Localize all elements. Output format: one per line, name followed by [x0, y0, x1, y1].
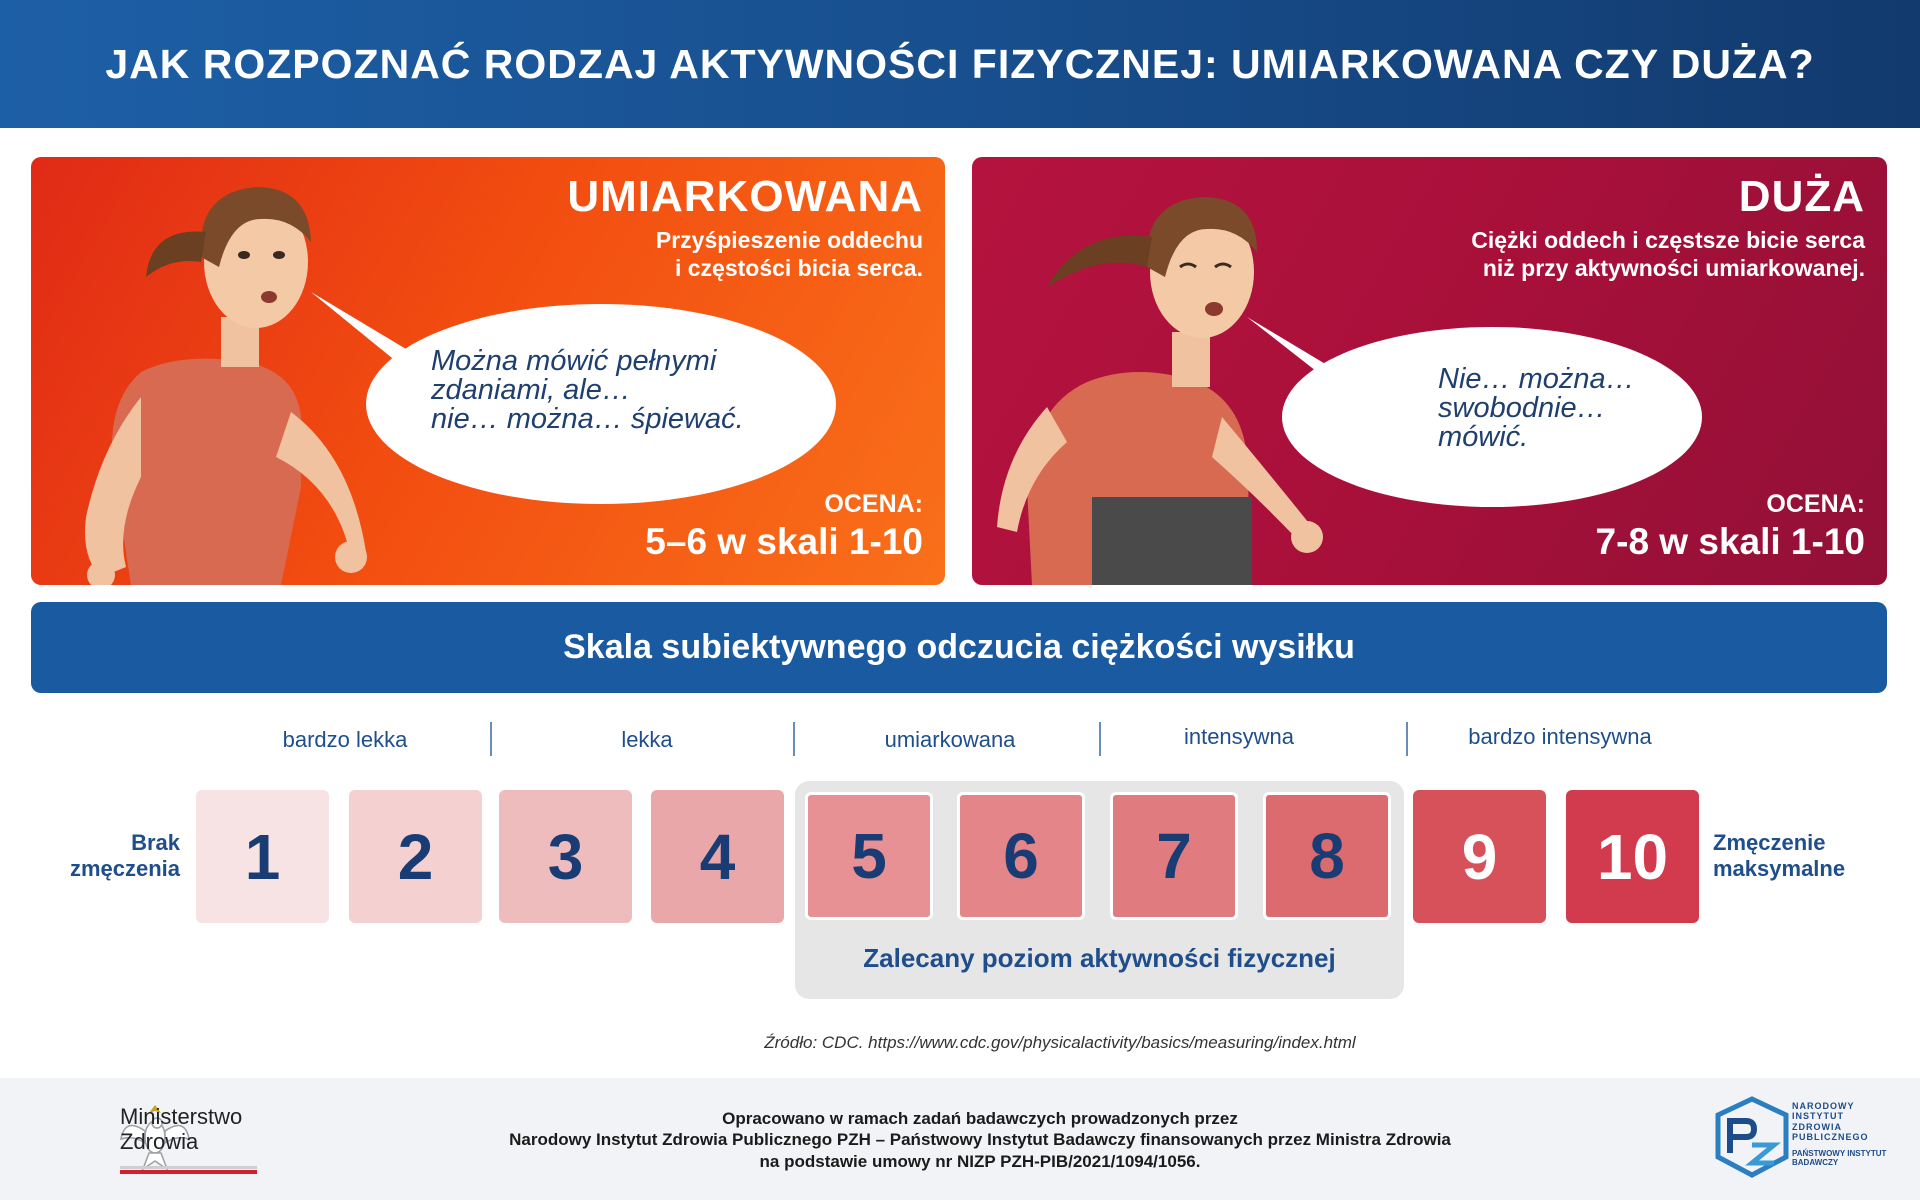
pzh-logo-icon — [1712, 1095, 1792, 1179]
min-label — [30, 830, 180, 883]
ministry-name-line: Zdrowia — [120, 1129, 199, 1155]
ministry-name-line: Ministerstwo — [120, 1104, 243, 1129]
page-title: JAK ROZPOZNAĆ RODZAJ AKTYWNOŚCI FIZYCZNEJ: UMIARKOWANA CZY DUŻA? — [105, 40, 1815, 87]
speech-line: nie… można… śpiewać. — [431, 403, 744, 435]
scale-level-1: 1 — [196, 790, 329, 923]
category-divider — [490, 722, 492, 756]
category-label: intensywna — [1183, 724, 1295, 749]
speech-line: Nie… można… — [1438, 363, 1635, 395]
scale-level-10: 10 — [1566, 790, 1699, 923]
scale-level-9: 9 — [1413, 790, 1546, 923]
scale-level-8: 8 — [1263, 792, 1391, 920]
pzh-text-line: NARODOWY — [1792, 1101, 1855, 1111]
recommended-label: Zalecany poziom aktywności fizycznej — [863, 943, 1336, 973]
panel-title: UMIARKOWANA — [567, 172, 923, 221]
panel-heading — [567, 173, 923, 283]
category-label: umiarkowana — [884, 727, 1016, 752]
category-label: lekka — [621, 727, 673, 752]
min-label-line: Brak — [131, 830, 180, 855]
panel-description — [1471, 227, 1865, 282]
score-block — [645, 490, 923, 563]
category-divider — [793, 722, 795, 756]
score-value: 7-8 w skali 1-10 — [1595, 521, 1865, 562]
footer-credits — [0, 1108, 1920, 1172]
panel-description — [567, 227, 923, 282]
score-label: OCENA: — [824, 490, 923, 518]
scale-level-6: 6 — [957, 792, 1085, 920]
score-label: OCENA: — [1766, 490, 1865, 518]
header-banner — [0, 0, 1920, 128]
scale-title: Skala subiektywnego odczucia ciężkości wysiłku — [563, 628, 1355, 666]
speech-text — [431, 347, 744, 434]
speech-line: swobodnie… — [1438, 392, 1606, 424]
min-label-line: zmęczenia — [69, 856, 180, 882]
speech-line: zdaniami, ale… — [431, 374, 631, 406]
source-citation: Źródło: CDC. https://www.cdc.gov/physicalactivity/basics/measuring/index.html — [764, 1033, 1356, 1052]
scale-level-3: 3 — [499, 790, 632, 923]
footer-line: Narodowy Instytut Zdrowia Publicznego PZH – Państwowy Instytut Badawczy finansowanych przez Ministra Zdrowia — [509, 1130, 1451, 1150]
speech-line: Można mówić pełnymi — [431, 345, 717, 377]
max-label — [1713, 830, 1913, 883]
score-value: 5–6 w skali 1-10 — [645, 521, 923, 562]
footer-line: na podstawie umowy nr NIZP PZH-PIB/2021/1094/1056. — [759, 1151, 1201, 1171]
moderate-activity-panel — [31, 157, 945, 585]
panel-heading — [1471, 173, 1865, 283]
description-line: Ciężki oddech i częstsze bicie serca — [1471, 227, 1865, 254]
score-block — [1596, 490, 1865, 563]
max-label-line: maksymalne — [1713, 856, 1846, 882]
pzh-text-line: INSTYTUT — [1792, 1111, 1844, 1122]
description-line: niż przy aktywności umiarkowanej. — [1482, 254, 1865, 281]
speech-line: mówić. — [1438, 421, 1529, 453]
vigorous-activity-panel — [972, 157, 1887, 585]
panel-title: DUŻA — [1738, 172, 1865, 221]
category-divider — [1406, 722, 1408, 756]
footer-line: Opracowano w ramach zadań badawczych prowadzonych przez — [722, 1109, 1238, 1128]
scale-level-4: 4 — [651, 790, 784, 923]
scale-level-7: 7 — [1110, 792, 1238, 920]
pzh-logo-subtext — [1792, 1149, 1886, 1167]
description-line: Przyśpieszenie oddechu — [655, 227, 923, 254]
scale-title-bar — [31, 602, 1887, 693]
pzh-logo-text — [1792, 1101, 1869, 1142]
speech-text — [1438, 365, 1635, 452]
scale-level-2: 2 — [349, 790, 482, 923]
category-label: bardzo intensywna — [1468, 724, 1652, 749]
description-line: i częstości bicia serca. — [674, 254, 923, 281]
pzh-text-line: ZDROWIA — [1792, 1121, 1842, 1132]
pzh-subtext-line: PAŃSTWOWY INSTYTUT — [1792, 1149, 1887, 1158]
category-label: bardzo lekka — [282, 727, 408, 752]
max-label-line: Zmęczenie — [1713, 830, 1826, 855]
pzh-subtext-line: BADAWCZY — [1792, 1158, 1839, 1168]
pzh-text-line: PUBLICZNEGO — [1792, 1132, 1869, 1143]
scale-level-5: 5 — [805, 792, 933, 920]
